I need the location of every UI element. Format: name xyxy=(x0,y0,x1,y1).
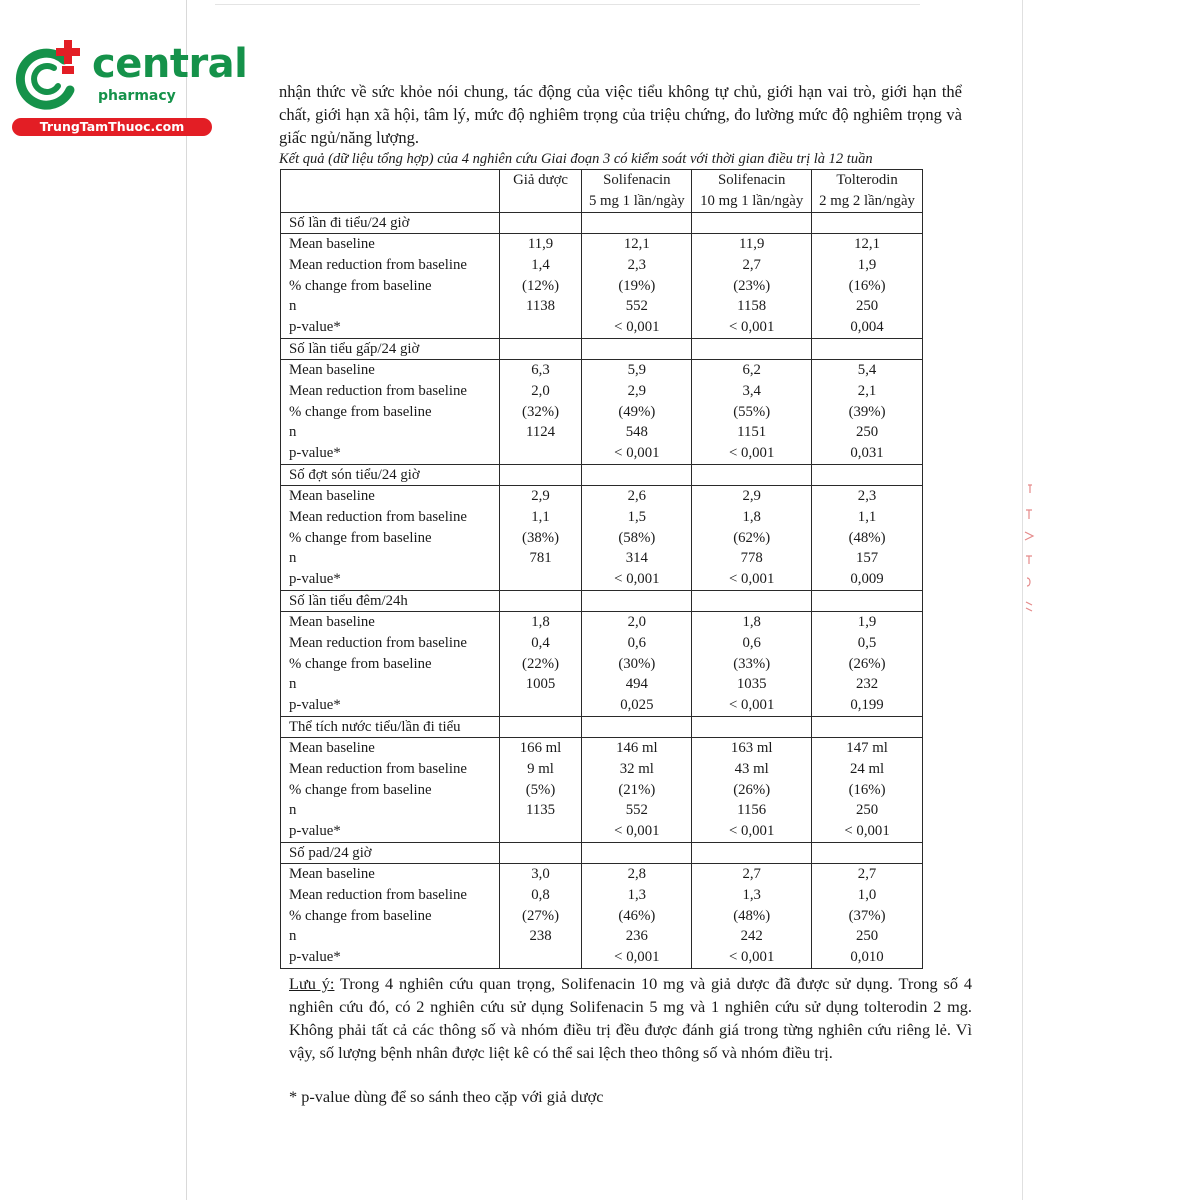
section-title: Số pad/24 giờ xyxy=(281,842,500,863)
value: (58%) xyxy=(618,529,656,546)
column-header-line: 5 mg 1 lần/ngày xyxy=(588,192,685,209)
value: 250 xyxy=(855,802,879,819)
row-labels-cell xyxy=(281,234,500,339)
pharmacy-cross-logo-icon xyxy=(8,38,88,118)
value: < 0,001 xyxy=(614,823,660,840)
value: 3,4 xyxy=(742,382,761,399)
value: (48%) xyxy=(848,529,886,546)
column-header-line xyxy=(281,170,499,191)
value: 242 xyxy=(740,928,763,945)
value-cell xyxy=(499,611,582,716)
value: 2,3 xyxy=(857,487,877,504)
row-labels-cell xyxy=(281,737,500,842)
section-title-row xyxy=(281,590,923,611)
row-label: Mean baseline xyxy=(289,613,375,630)
value: 1,8 xyxy=(531,613,550,630)
value: 9 ml xyxy=(527,760,554,777)
value: 0,5 xyxy=(857,634,877,651)
value: 11,9 xyxy=(527,236,554,252)
value: < 0,001 xyxy=(729,697,775,714)
value: 1035 xyxy=(736,676,767,693)
value: 1138 xyxy=(526,298,556,315)
value xyxy=(500,821,582,842)
value: 146 ml xyxy=(616,739,658,756)
value: 12,1 xyxy=(854,236,880,252)
row-label: p-value* xyxy=(289,319,341,336)
row-label: % change from baseline xyxy=(289,529,432,546)
column-header-line: 2 mg 2 lần/ngày xyxy=(819,192,915,209)
value: (12%) xyxy=(522,277,560,294)
page-edge xyxy=(215,4,920,5)
column-header xyxy=(582,170,692,213)
column-header xyxy=(812,170,923,213)
note-text: Trong 4 nghiên cứu quan trọng, Solifenacin 10 mg và giả dược đã được sử dụng. Trong số 4 nghiên cứu đó, có 2 nghiên cứu sử dụng Solifenacin 5 mg và 1 nghiên cứu sử dụng tolterodin 2 mg. Không phải tất cả các thông số và nhóm điều trị đều được đánh giá trong từng nghiên cứu riêng lẻ. Vì vậy, số lượng bệnh nhân được liệt kê có thể sai lệch theo thông số và nhóm điều trị. xyxy=(289,974,973,1062)
empty-cell xyxy=(692,338,812,359)
value xyxy=(500,947,582,968)
section-data-row xyxy=(281,234,923,339)
row-label: % change from baseline xyxy=(289,655,432,672)
value: 232 xyxy=(855,676,879,693)
value: 24 ml xyxy=(849,760,885,777)
value: 1,0 xyxy=(857,886,877,903)
value: < 0,001 xyxy=(614,445,660,462)
value: (19%) xyxy=(618,277,656,294)
value: < 0,001 xyxy=(729,949,775,966)
value-cell xyxy=(812,737,923,842)
row-label: Mean reduction from baseline xyxy=(289,760,467,777)
value: (37%) xyxy=(848,907,886,924)
value: 1005 xyxy=(525,676,556,693)
value-cell xyxy=(499,359,582,464)
value: 238 xyxy=(529,928,552,945)
value: 1,3 xyxy=(742,886,761,903)
value: 6,3 xyxy=(531,361,550,378)
value: 548 xyxy=(625,424,648,441)
section-title: Số lần tiểu gấp/24 giờ xyxy=(281,338,500,359)
value xyxy=(500,317,582,338)
value: 147 ml xyxy=(846,739,888,756)
value-cell xyxy=(812,234,923,339)
row-label: Mean baseline xyxy=(289,236,375,252)
value: 2,8 xyxy=(627,865,647,882)
value: (33%) xyxy=(733,655,771,672)
value: 5,9 xyxy=(627,361,647,378)
value: (22%) xyxy=(522,655,560,672)
value: 12,1 xyxy=(623,236,650,252)
value: 2,9 xyxy=(627,382,647,399)
intro-paragraph: nhận thức về sức khỏe nói chung, tác động của việc tiểu không tự chủ, giới hạn vai trò, giới hạn thể chất, giới hạn xã hội, tâm lý, mức độ nghiêm trọng của triệu chứng, đo lường mức độ nghiêm trọng và giấc ngủ/năng lượng. xyxy=(279,82,962,147)
value: 0,031 xyxy=(850,445,884,462)
column-header-line: Giả dược xyxy=(513,172,568,188)
section-title: Thể tích nước tiểu/lần đi tiểu xyxy=(281,716,500,737)
note-label: Lưu ý: xyxy=(289,974,335,993)
value: 778 xyxy=(740,550,763,567)
value: 1,1 xyxy=(531,508,550,525)
empty-cell xyxy=(692,213,812,234)
value: (38%) xyxy=(522,529,560,546)
value: 3,0 xyxy=(531,865,550,882)
column-header-line: Solifenacin xyxy=(717,172,786,188)
value: < 0,001 xyxy=(729,445,775,462)
value: 250 xyxy=(855,298,879,315)
column-header-line xyxy=(281,191,499,212)
value: (32%) xyxy=(522,403,560,420)
row-label: Mean reduction from baseline xyxy=(289,886,467,903)
value: 1,8 xyxy=(742,613,761,630)
row-label: Mean reduction from baseline xyxy=(289,508,467,525)
section-title-row xyxy=(281,338,923,359)
value: < 0,001 xyxy=(614,571,660,588)
value-cell xyxy=(692,234,812,339)
value: 0,199 xyxy=(850,697,884,714)
value: < 0,001 xyxy=(614,949,660,966)
value-cell xyxy=(692,359,812,464)
value-cell xyxy=(582,234,692,339)
footnote: * p-value dùng để so sánh theo cặp với giả dược xyxy=(289,1087,604,1106)
empty-cell xyxy=(692,464,812,485)
value: (48%) xyxy=(733,907,771,924)
empty-cell xyxy=(582,716,692,737)
value xyxy=(500,695,582,716)
value-cell xyxy=(812,485,923,590)
section-title-row xyxy=(281,213,923,234)
value: (21%) xyxy=(618,781,656,798)
section-data-row xyxy=(281,359,923,464)
value-cell xyxy=(812,359,923,464)
value: (55%) xyxy=(733,403,771,420)
value xyxy=(500,569,582,590)
value: (49%) xyxy=(618,403,656,420)
logo-url-badge: TrungTamThuoc.com xyxy=(12,118,212,136)
value: 2,7 xyxy=(857,865,877,882)
value: (5%) xyxy=(525,781,556,798)
column-header-line: 10 mg 1 lần/ngày xyxy=(700,192,804,209)
value-cell xyxy=(499,485,582,590)
value: 2,3 xyxy=(627,256,647,273)
value: 166 ml xyxy=(519,739,562,756)
results-table-body xyxy=(281,170,923,969)
row-label: p-value* xyxy=(289,697,341,714)
section-title-row xyxy=(281,716,923,737)
logo xyxy=(8,38,248,138)
value: 236 xyxy=(625,928,648,945)
empty-cell xyxy=(499,842,582,863)
value: 2,7 xyxy=(742,256,761,273)
value: < 0,001 xyxy=(614,319,660,336)
empty-cell xyxy=(812,213,923,234)
row-label: n xyxy=(289,298,297,315)
empty-cell xyxy=(582,464,692,485)
value: 314 xyxy=(625,550,648,567)
value: 1,9 xyxy=(857,613,877,630)
value-cell xyxy=(582,737,692,842)
section-title: Số lần tiểu đêm/24h xyxy=(281,590,500,611)
row-label: Mean reduction from baseline xyxy=(289,634,467,651)
value: 250 xyxy=(855,424,879,441)
value: 494 xyxy=(625,676,648,693)
value-cell xyxy=(582,485,692,590)
value: 2,7 xyxy=(742,865,761,882)
value-cell xyxy=(692,611,812,716)
value: 2,0 xyxy=(531,382,550,399)
empty-cell xyxy=(499,716,582,737)
empty-cell xyxy=(582,338,692,359)
section-title-row xyxy=(281,464,923,485)
empty-cell xyxy=(499,464,582,485)
value: 0,6 xyxy=(742,634,761,651)
value-cell xyxy=(582,611,692,716)
row-label: p-value* xyxy=(289,949,341,966)
value: 552 xyxy=(625,298,648,315)
row-label: % change from baseline xyxy=(289,403,432,420)
value: < 0,001 xyxy=(729,319,775,336)
section-title: Số lần đi tiểu/24 giờ xyxy=(281,213,500,234)
section-title-row xyxy=(281,842,923,863)
row-label: Mean baseline xyxy=(289,361,375,378)
row-labels-cell xyxy=(281,485,500,590)
row-label: Mean baseline xyxy=(289,865,375,882)
value-cell xyxy=(692,485,812,590)
section-title: Số đợt són tiểu/24 giờ xyxy=(281,464,500,485)
empty-cell xyxy=(812,716,923,737)
value: (30%) xyxy=(618,655,656,672)
value: 0,025 xyxy=(620,697,654,714)
table-caption: Kết quả (dữ liệu tổng hợp) của 4 nghiên cứu Giai đoạn 3 có kiểm soát với thời gian điều trị là 12 tuần xyxy=(279,151,873,167)
value: 1151 xyxy=(737,424,767,441)
row-label: % change from baseline xyxy=(289,277,432,294)
value: 2,6 xyxy=(627,487,647,504)
value: 2,1 xyxy=(857,382,877,399)
value-cell xyxy=(692,863,812,968)
column-header-line: Tolterodin xyxy=(836,172,898,188)
value: 163 ml xyxy=(730,739,773,756)
value: (26%) xyxy=(848,655,886,672)
value: 1,8 xyxy=(742,508,761,525)
value: (27%) xyxy=(522,907,560,924)
row-label: Mean reduction from baseline xyxy=(289,256,467,273)
empty-cell xyxy=(692,716,812,737)
row-label: Mean reduction from baseline xyxy=(289,382,467,399)
row-label: n xyxy=(289,676,297,693)
value: 11,9 xyxy=(739,236,765,252)
empty-cell xyxy=(812,590,923,611)
value: 0,009 xyxy=(850,571,884,588)
value xyxy=(500,443,582,464)
value: 1135 xyxy=(526,802,556,819)
value-cell xyxy=(499,863,582,968)
row-label: p-value* xyxy=(289,445,341,462)
value-cell xyxy=(582,863,692,968)
value: 2,9 xyxy=(531,487,550,504)
value: 1158 xyxy=(737,298,767,315)
empty-cell xyxy=(499,213,582,234)
value: 0,4 xyxy=(531,634,550,651)
section-data-row xyxy=(281,485,923,590)
value-cell xyxy=(582,359,692,464)
value: (16%) xyxy=(848,277,886,294)
value-cell xyxy=(499,234,582,339)
value: 0,004 xyxy=(850,319,884,336)
empty-cell xyxy=(812,842,923,863)
row-labels-cell xyxy=(281,611,500,716)
column-header xyxy=(499,170,582,213)
value-cell xyxy=(692,737,812,842)
value-cell xyxy=(812,863,923,968)
row-labels-cell xyxy=(281,863,500,968)
value: 5,4 xyxy=(857,361,877,378)
value-cell xyxy=(499,737,582,842)
table-header-row xyxy=(281,170,923,213)
row-label: % change from baseline xyxy=(289,907,432,924)
empty-cell xyxy=(499,590,582,611)
empty-cell xyxy=(812,464,923,485)
empty-cell xyxy=(499,338,582,359)
row-label: n xyxy=(289,424,297,441)
row-label: Mean baseline xyxy=(289,739,375,756)
value: < 0,001 xyxy=(844,823,890,840)
empty-cell xyxy=(582,842,692,863)
column-header xyxy=(281,170,500,213)
empty-cell xyxy=(692,590,812,611)
column-header-line: Solifenacin xyxy=(603,172,671,188)
value: 1124 xyxy=(526,424,556,441)
row-label: % change from baseline xyxy=(289,781,432,798)
value: 1,5 xyxy=(627,508,647,525)
results-table xyxy=(280,169,923,969)
value: < 0,001 xyxy=(729,823,775,840)
value: 1,4 xyxy=(531,256,550,273)
section-data-row xyxy=(281,863,923,968)
value: 6,2 xyxy=(742,361,761,378)
value: 32 ml xyxy=(619,760,654,777)
value: 1156 xyxy=(737,802,767,819)
value: 1,1 xyxy=(857,508,877,525)
empty-cell xyxy=(582,213,692,234)
value-cell xyxy=(812,611,923,716)
column-header xyxy=(692,170,812,213)
value: 43 ml xyxy=(734,760,769,777)
page-edge xyxy=(186,0,187,1200)
value: 0,6 xyxy=(627,634,647,651)
value: 2,9 xyxy=(742,487,761,504)
value: 1,3 xyxy=(627,886,647,903)
value: (39%) xyxy=(848,403,886,420)
value: 2,0 xyxy=(627,613,647,630)
value: 157 xyxy=(855,550,879,567)
note-paragraph xyxy=(289,972,972,1064)
row-label: n xyxy=(289,802,297,819)
value: (16%) xyxy=(848,781,886,798)
row-label: p-value* xyxy=(289,823,341,840)
value: 250 xyxy=(855,928,879,945)
value: 781 xyxy=(529,550,552,567)
row-label: p-value* xyxy=(289,571,341,588)
logo-subtitle: pharmacy xyxy=(98,88,176,104)
red-stamp-mark-icon xyxy=(1010,480,1040,630)
value: (23%) xyxy=(733,277,771,294)
row-label: n xyxy=(289,550,297,567)
value: 552 xyxy=(625,802,648,819)
value: 0,8 xyxy=(531,886,550,903)
row-label: Mean baseline xyxy=(289,487,375,504)
section-data-row xyxy=(281,737,923,842)
empty-cell xyxy=(582,590,692,611)
value: 1,9 xyxy=(857,256,877,273)
section-data-row xyxy=(281,611,923,716)
value: (62%) xyxy=(733,529,771,546)
value: (26%) xyxy=(733,781,771,798)
value: (46%) xyxy=(618,907,656,924)
logo-name: central xyxy=(92,41,248,87)
row-labels-cell xyxy=(281,359,500,464)
value: 0,010 xyxy=(850,949,884,966)
empty-cell xyxy=(692,842,812,863)
value: < 0,001 xyxy=(729,571,775,588)
column-header-line xyxy=(500,191,582,212)
empty-cell xyxy=(812,338,923,359)
row-label: n xyxy=(289,928,297,945)
